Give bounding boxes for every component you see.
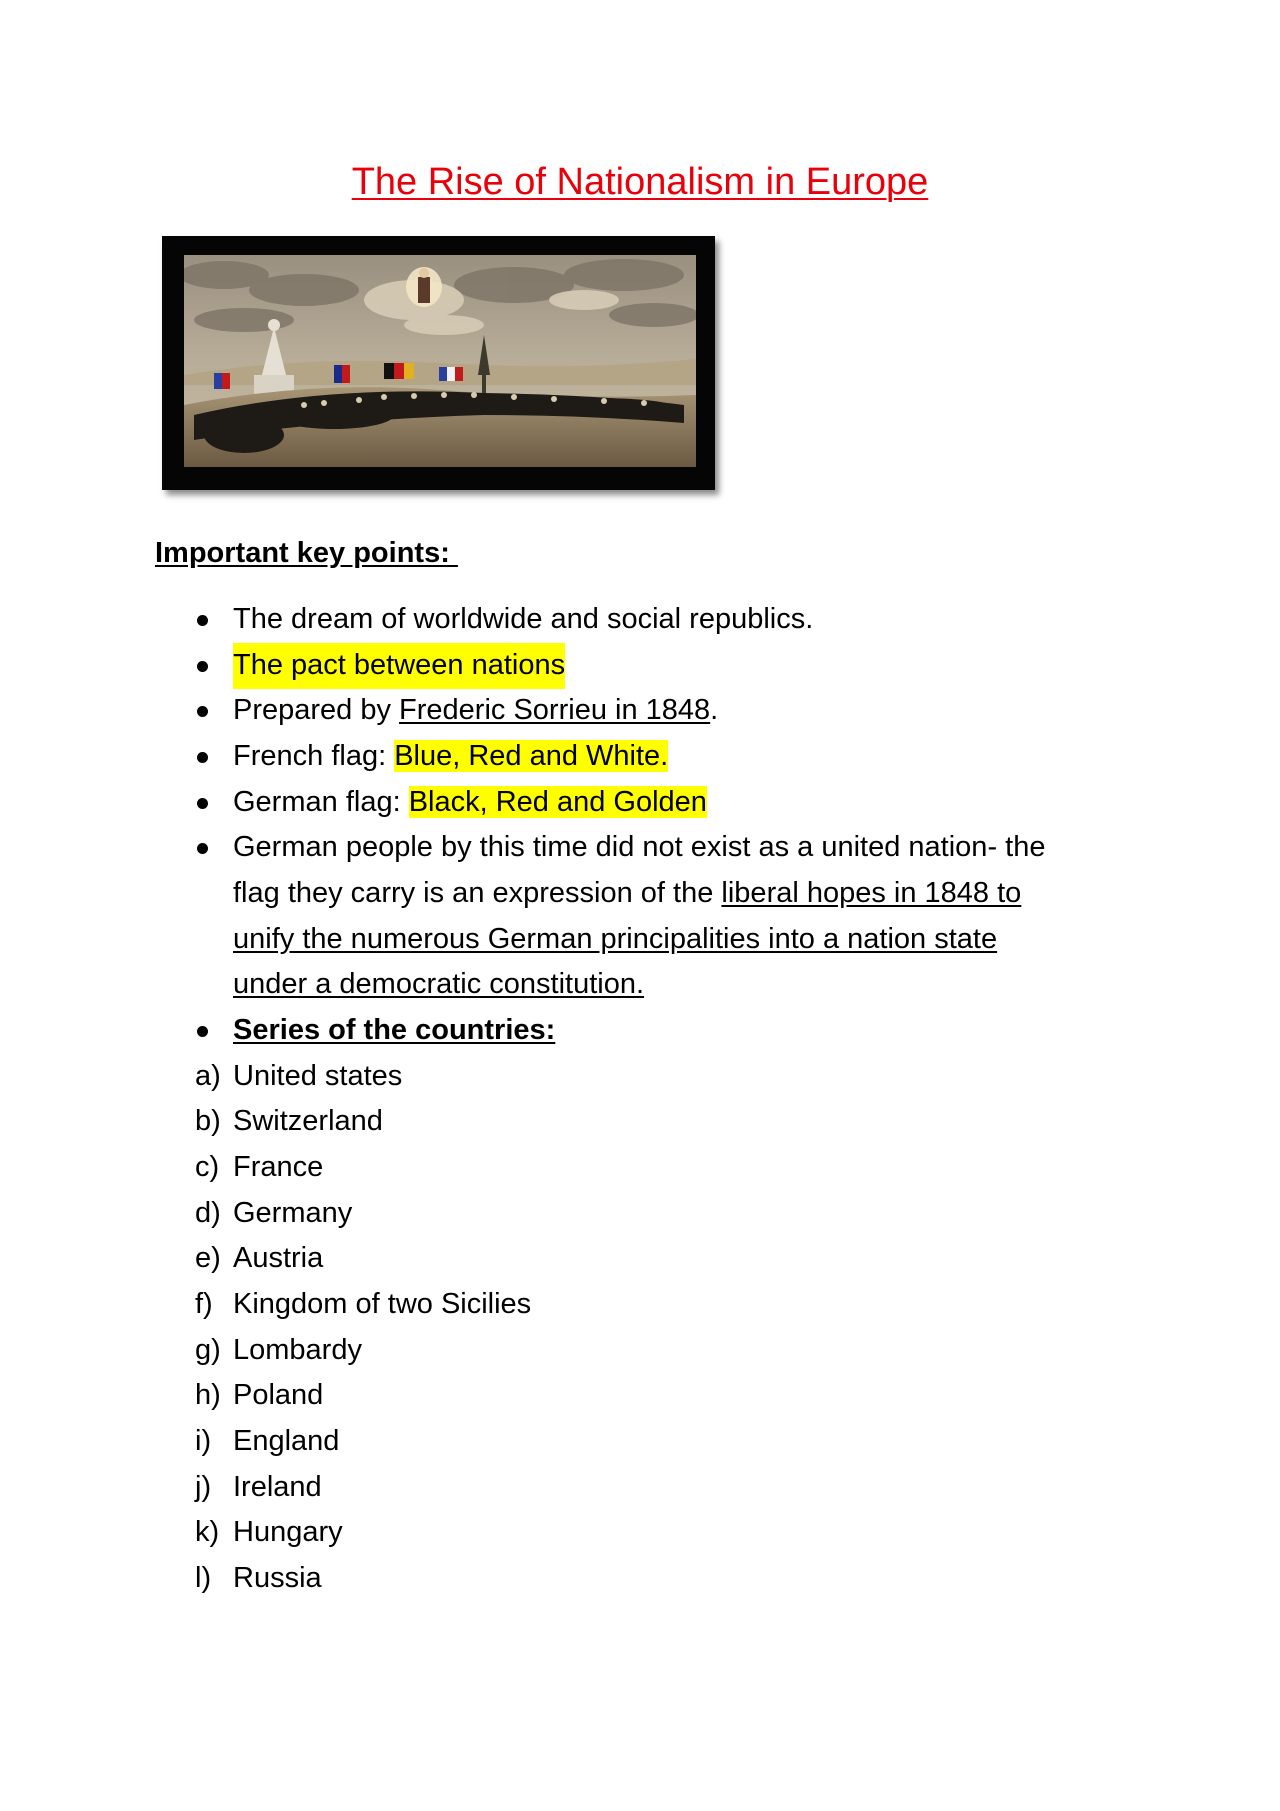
- country-name: Poland: [233, 1379, 324, 1411]
- list-letter: a): [195, 1060, 221, 1092]
- list-item-text: [233, 871, 1021, 917]
- country-name: Ireland: [233, 1471, 322, 1503]
- list-item-text: [233, 780, 707, 826]
- painting-frame: [162, 236, 715, 490]
- key-points-heading: Important key points:: [155, 537, 458, 569]
- list-letter: e): [195, 1242, 221, 1274]
- list-letter: d): [195, 1197, 221, 1229]
- country-name: Austria: [233, 1242, 324, 1274]
- underlined-text: under a democratic constitution.: [233, 968, 645, 1000]
- text-prefix: flag they carry is an expression of the: [233, 877, 722, 909]
- list-item-text: The dream of worldwide and social republics.: [233, 603, 814, 635]
- underlined-text: liberal hopes in 1848 to: [721, 877, 1022, 909]
- list-letter: k): [195, 1516, 220, 1548]
- list-item-text: German people by this time did not exist as a united nation- the: [233, 831, 1046, 863]
- bullet-icon: [197, 843, 208, 854]
- country-name: Hungary: [233, 1516, 343, 1548]
- list-letter: l): [195, 1562, 212, 1594]
- highlighted-text: Black, Red and Golden: [408, 786, 707, 818]
- text-prefix: Prepared by: [233, 694, 400, 726]
- underlined-text: unify the numerous German principalities into a nation state: [233, 923, 998, 955]
- highlighted-text: The pact between nations: [233, 643, 565, 689]
- bullet-icon: [197, 706, 208, 717]
- page-title: The Rise of Nationalism in Europe: [351, 161, 929, 203]
- country-name: France: [233, 1151, 324, 1183]
- country-name: United states: [233, 1060, 403, 1092]
- country-name: Switzerland: [233, 1105, 383, 1137]
- list-letter: i): [195, 1425, 212, 1457]
- list-letter: j): [195, 1471, 212, 1503]
- country-name: Germany: [233, 1197, 353, 1229]
- list-letter: h): [195, 1379, 221, 1411]
- text-prefix: German flag:: [233, 786, 409, 818]
- country-name: Russia: [233, 1562, 322, 1594]
- list-letter: c): [195, 1151, 220, 1183]
- list-letter: b): [195, 1105, 221, 1137]
- bullet-icon: [197, 752, 208, 763]
- country-name: Kingdom of two Sicilies: [233, 1288, 532, 1320]
- list-item-text: [233, 734, 668, 780]
- author-reference: Frederic Sorrieu in 1848: [399, 694, 711, 726]
- country-name: England: [233, 1425, 340, 1457]
- highlighted-text: Blue, Red and White.: [394, 740, 669, 772]
- list-item-text: [233, 688, 718, 734]
- painting-image: [184, 255, 696, 467]
- country-name: Lombardy: [233, 1334, 362, 1366]
- bullet-icon: [197, 798, 208, 809]
- bullet-icon: [197, 1026, 208, 1037]
- painting-icon: [184, 255, 696, 467]
- bullet-icon: [197, 615, 208, 626]
- list-letter: g): [195, 1334, 221, 1366]
- bullet-icon: [197, 661, 208, 672]
- text-prefix: French flag:: [233, 740, 395, 772]
- text-suffix: .: [710, 694, 719, 726]
- series-heading: Series of the countries:: [233, 1014, 556, 1046]
- list-letter: f): [195, 1288, 213, 1320]
